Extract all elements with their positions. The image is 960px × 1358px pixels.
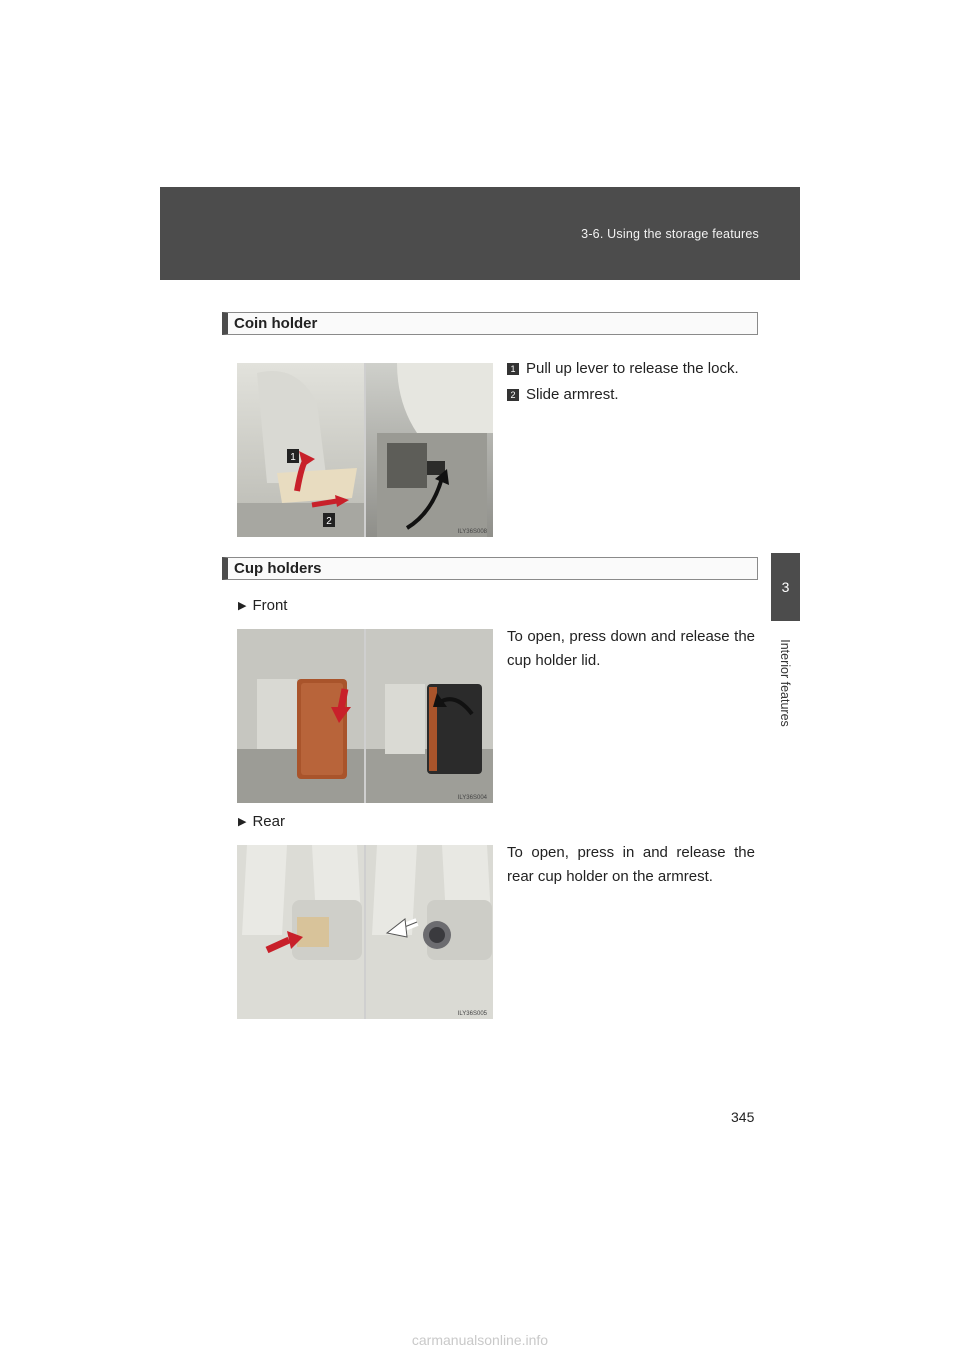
rear-subheading: ▶ Rear — [238, 813, 285, 830]
step-number: 1 — [507, 363, 519, 375]
step-text: Slide armrest. — [526, 386, 619, 403]
page-number: 345 — [731, 1109, 755, 1125]
image-code: ILY36S005 — [457, 1011, 487, 1017]
chapter-side-label: Interior features — [778, 639, 793, 727]
step-number: 2 — [507, 389, 519, 401]
triangle-bullet-icon: ▶ — [238, 816, 247, 828]
coin-holder-figure — [237, 363, 493, 537]
coin-holder-heading: Coin holder — [222, 312, 758, 335]
front-cup-holder-figure — [237, 629, 493, 803]
footer-watermark[interactable]: carmanualsonline.info — [411, 1332, 549, 1348]
front-cup-holder-illustration — [237, 629, 493, 803]
front-subheading: ▶ Front — [238, 597, 288, 614]
coin-step-1 — [507, 360, 739, 377]
coin-holder-illustration — [237, 363, 493, 537]
chapter-tab — [771, 553, 800, 621]
callout-2: 2 — [326, 516, 332, 527]
coin-step-2 — [507, 386, 619, 403]
rear-cup-holder-figure — [237, 845, 493, 1019]
front-description: To open, press down and release the cup holder lid. — [507, 628, 755, 669]
image-code: ILY36S008 — [457, 529, 487, 535]
rear-cup-holder-illustration — [237, 845, 493, 1019]
callout-1: 1 — [290, 452, 296, 463]
cup-holders-heading: Cup holders — [222, 557, 758, 580]
step-text: Pull up lever to release the lock. — [526, 360, 739, 377]
chapter-title: 3-6. Using the storage features — [581, 227, 759, 241]
chapter-number: 3 — [781, 579, 790, 595]
image-code: ILY36S004 — [457, 795, 487, 801]
triangle-bullet-icon: ▶ — [238, 600, 247, 612]
rear-description: To open, press in and release the rear cup holder on the armrest. — [507, 844, 755, 885]
header-bar — [160, 187, 800, 280]
